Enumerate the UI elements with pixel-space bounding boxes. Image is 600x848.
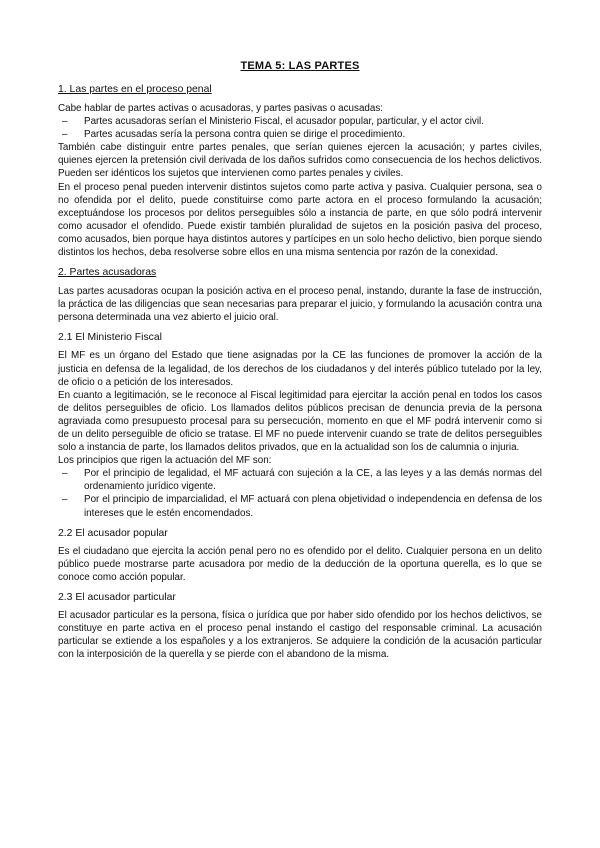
paragraph: En el proceso penal pueden intervenir distintos sujetos como parte activa y pasiva. Cualquier persona, sea o no ofendida por el delito, puede constituirse como parte actora en el proceso formulando la acusación; exceptuándose los procesos por delitos perseguibles sólo a instancia de parte, en que sólo podrá intervenir como acusador el ofendido. Puede existir también pluralidad de sujetos en la posición pasiva del proceso, como acusados, bien porque haya distintos autores y partícipes en un solo hecho delictivo, bien porque siendo distintos los hechos, deba resolverse sobre ellos en una misma sentencia por razón de la conexidad.	[58, 181, 542, 259]
paragraph: Es el ciudadano que ejercita la acción penal pero no es ofendido por el delito. Cualquier persona en un delito público puede mostrarse parte acusadora por medio de la deducción de la oportuna querella, es lo que se conoce como acción popular.	[58, 545, 542, 583]
list-item-text: Partes acusadas sería la persona contra quien se dirige el procedimiento.	[84, 129, 406, 141]
section-heading-1: 1. Las partes en el proceso penal	[58, 84, 212, 95]
list-item	[58, 128, 542, 141]
dash-icon: –	[62, 129, 68, 141]
subsection-heading-2-2: 2.2 El acusador popular	[58, 527, 168, 539]
paragraph: Cabe hablar de partes activas o acusadoras, y partes pasivas o acusadas:	[58, 103, 384, 114]
paragraph: El MF es un órgano del Estado que tiene asignadas por la CE las funciones de promover la acción de la justicia en defensa de la legalidad, de los derechos de los ciudadanos y del interés público tutelado por la ley, de oficio o a petición de los interesados.	[58, 350, 542, 388]
paragraph: En cuanto a legitimación, se le reconoce al Fiscal legitimidad para ejercitar la acción penal en todos los casos de delitos perseguibles de oficio. Los llamados delitos públicos precisan de denuncia previa de la persona agraviada como presupuesto procesal para su persecución, momento en que el MF podrá intervenir como si de un delito perseguible de oficio se tratase. El MF no puede intervenir cuando se trate de delitos perseguibles solo a instancia de parte, los llamados delitos privados, que en la actualidad son los de calumnia o injuria.	[58, 389, 542, 454]
paragraph: Los principios que rigen la actuación del MF son:	[58, 455, 272, 467]
section-heading-2: 2. Partes acusadoras	[58, 267, 157, 279]
page-title: TEMA 5: LAS PARTES	[240, 60, 360, 72]
subsection-heading-2-1: 2.1 El Ministerio Fiscal	[58, 332, 162, 344]
paragraph: Las partes acusadoras ocupan la posición activa en el proceso penal, instando, durante la fase de instrucción, la práctica de las diligencias que sean necesarias para preparar el juicio, y formulando la acusación contra una persona determinada una vez abierto el juicio oral.	[58, 286, 542, 324]
list-item-text: Por el principio de imparcialidad, el MF actuará con plena objetividad o independencia en defensa de los intereses que le estén encomendados.	[84, 494, 542, 519]
paragraph: También cabe distinguir entre partes penales, que serían quienes ejercen la acusación; y partes civiles, quienes ejercen la pretensión civil derivada de los daños sufridos como consecuencia de los hechos delictivos. Pueden ser idénticos los sujetos que intervienen como partes penales y civiles.	[58, 142, 542, 180]
dash-icon: –	[62, 116, 68, 128]
subsection-heading-2-3: 2.3 El acusador particular	[58, 591, 176, 603]
list-item-text: Partes acusadoras serían el Ministerio Fiscal, el acusador popular, particular, y el actor civil.	[84, 116, 484, 128]
list-item	[58, 467, 542, 493]
list-item	[58, 493, 542, 519]
bullet-list	[58, 467, 542, 519]
list-item-text: Por el principio de legalidad, el MF actuará con sujeción a la CE, a las leyes y a las demás normas del ordenamiento jurídico vigente.	[84, 468, 542, 493]
list-item	[58, 115, 542, 128]
dash-icon: –	[62, 468, 68, 480]
paragraph: El acusador particular es la persona, física o jurídica que por haber sido ofendido por los hechos delictivos, se constituye en parte activa en el proceso penal instando el castigo del responsable criminal. La acusación particular se extiende a los españoles y a los extranjeros. Se adquiere la condición de la acusación particular con la interposición de la querella y se pierde con el abandono de la misma.	[58, 609, 542, 661]
bullet-list	[58, 115, 542, 141]
dash-icon: –	[62, 494, 68, 506]
